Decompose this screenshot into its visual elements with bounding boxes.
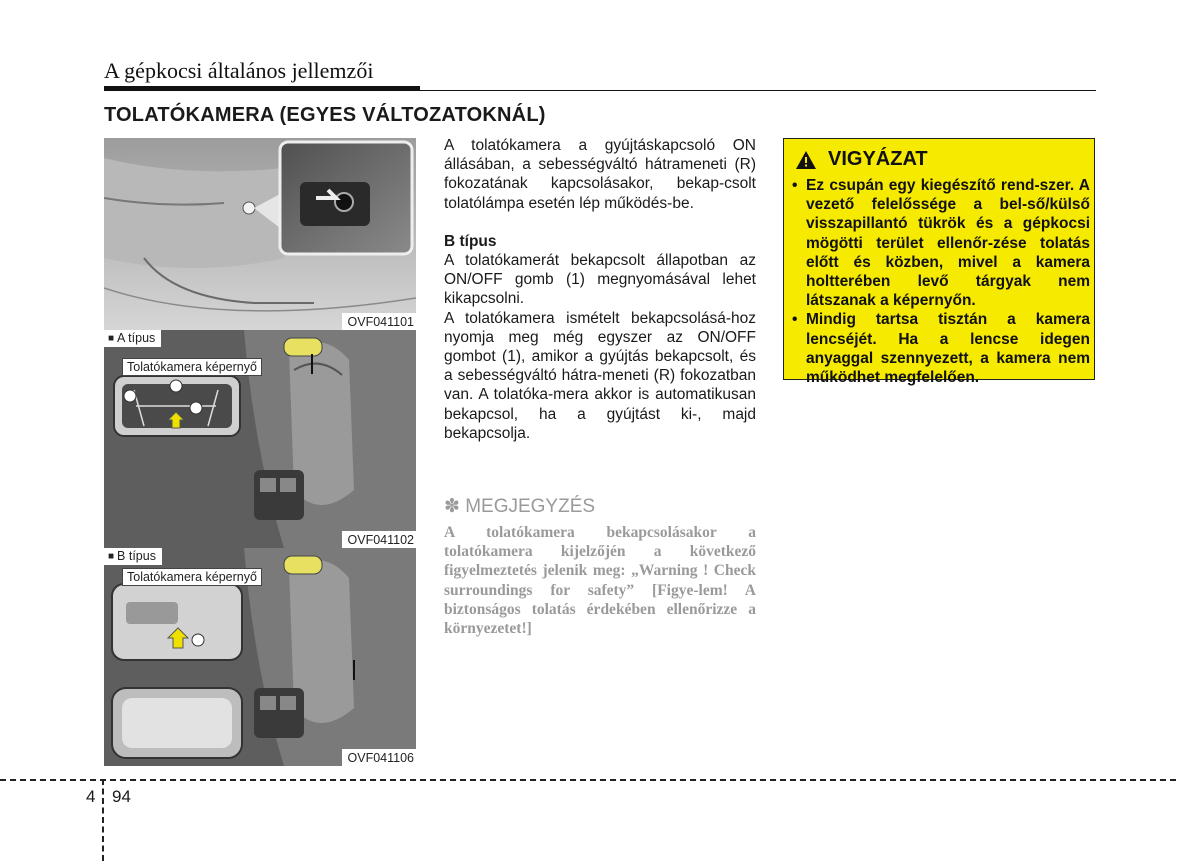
page-number: 94 [112,787,131,806]
caution-item-text: Mindig tartsa tisztán a kamera lencséjét. Ha a lencse idegen anyaggal szennyezett, a kamera nem működhet megfelelően. [806,311,1090,387]
caution-box [783,138,1095,387]
page-title: TOLATÓKAMERA (EGYES VÁLTOZATOKNÁL) [104,104,546,126]
note-heading [444,495,595,518]
figure-b-type [104,548,416,766]
note-symbol-icon: ✽ [444,496,460,517]
camera-screen-label: Tolatókamera képernyő [122,358,262,376]
rear-car-illustration [104,138,416,330]
footer-divider [0,779,1176,781]
caution-item: • Ez csupán egy kiegészítő rend-szer. A vezető felelőssége a bel-ső/külső visszapillantó tükrök és a gépkocsi mögötti terület ellenőr-zése tolatás előtt és közben, mivel a kamera holtterében levő tárgyak nem látszanak a képernyőn. [792,177,1090,310]
footer-divider-vertical [102,779,104,861]
section-header: A gépkocsi általános jellemzői [104,58,374,83]
chapter-number: 4 [86,787,96,806]
figure-camera-location [104,138,416,330]
caution-item-text: Ez csupán egy kiegészítő rend-szer. A vezető felelőssége a bel-ső/külső visszapillantó tükrök és a gépkocsi mögötti terület ellenőr-zése tolatás előtt és közben, mivel a kamera holtterében levő tárgyak nem látszanak a képernyőn. [806,177,1090,310]
note-text: A tolatókamera bekapcsolásakor a tolatókamera kijelzőjén a következő figyelmeztetés jelenik meg: „Warning ! Check surroundings for safety” [Figye-lem! A biztonságos tolatás érdekében ellenőrizze a környezetet!] [444,524,756,638]
figure-type-label: ■ B típus [104,548,162,565]
figure-type-label-text: B típus [117,549,156,563]
caution-list [792,176,1090,387]
figure-type-label: ■ A típus [104,330,161,347]
intro-paragraph: A tolatókamera a gyújtáskapcsoló ON állásában, a sebességváltó hátrameneti (R) fokozatának kapcsolásakor, bekap-csolt tolatólámpa esetén lép működés-be. [444,137,756,212]
b-type-paragraph-1: A tolatókamerát bekapcsolt állapotban az ON/OFF gomb (1) megnyomásával lehet kikapcsolni. [444,252,756,308]
b-type-heading: B típus [444,232,497,250]
caution-title [796,148,928,171]
figure-code: OVF041102 [342,531,416,548]
figure-type-label-text: A típus [117,331,156,345]
figure-a-type [104,330,416,548]
b-type-paragraph-2: A tolatókamera ismételt bekapcsolásá-hoz nyomja meg még egyszer az ON/OFF gombot (1), amikor a gyújtás bekapcsolt, és a sebességváltó hátra-meneti (R) fokozatban van. A tolatóka-mera akkor is automatikusan bekapcsol, ha a gyújtást ki-, majd bekapcsolja. [444,309,756,442]
body-text [444,136,756,443]
caution-item: • Mindig tartsa tisztán a kamera lencséjét. Ha a lencse idegen anyaggal szennyezett, a kamera nem működhet megfelelően. [792,311,1090,387]
camera-screen-label: Tolatókamera képernyő [122,568,262,586]
caution-title-text: VIGYÁZAT [828,148,928,170]
warning-triangle-icon [796,151,816,169]
figure-code: OVF041106 [342,749,416,766]
header-rule-thin [420,90,1096,91]
note-heading-text: MEGJEGYZÉS [465,496,596,517]
header-rule [104,86,420,91]
figure-code: OVF041101 [342,313,416,330]
